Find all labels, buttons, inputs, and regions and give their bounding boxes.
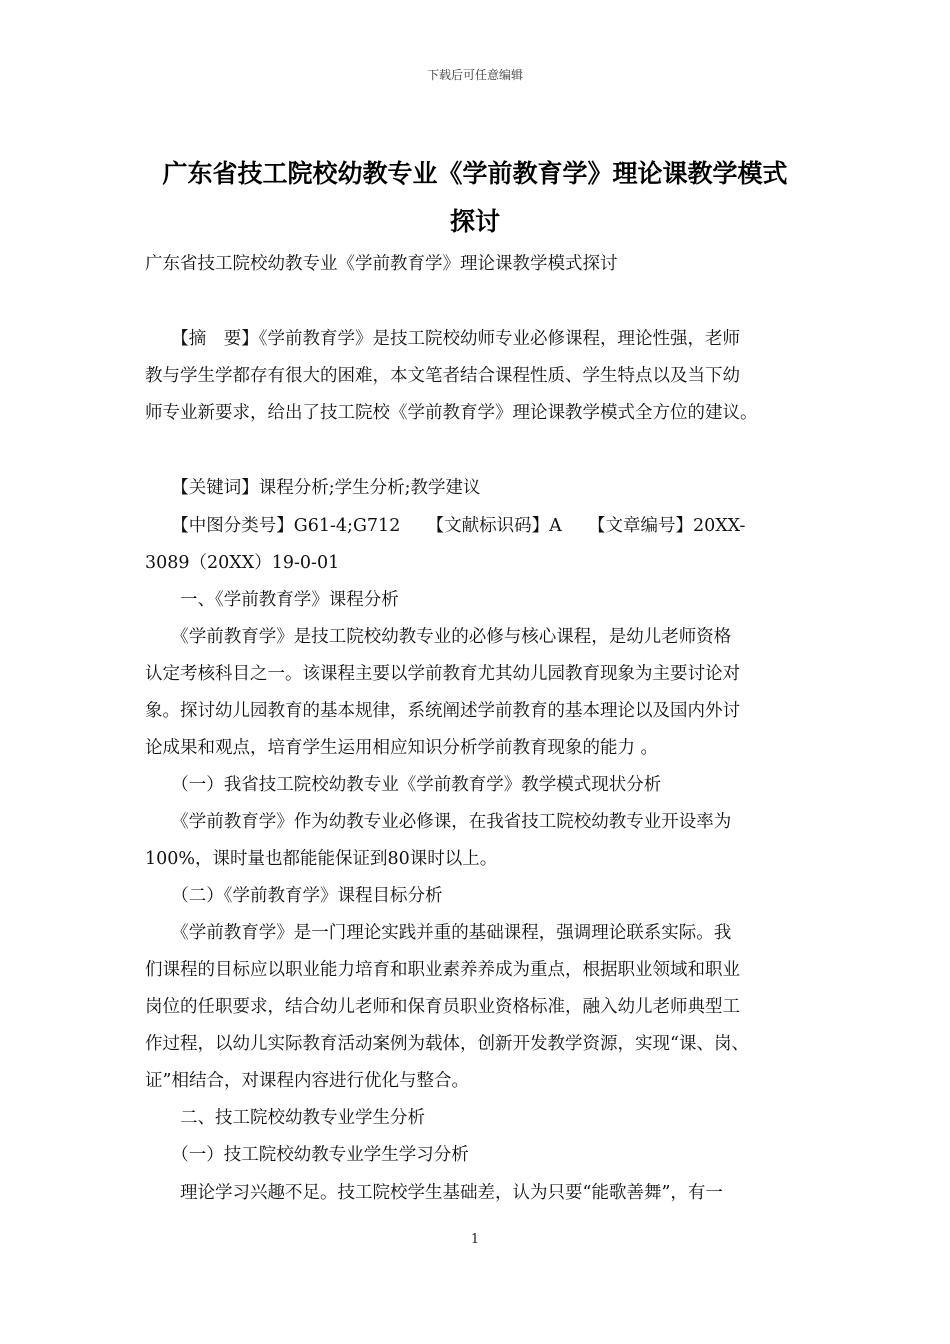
body-line: 认定考核科目之一。该课程主要以学前教育尤其幼儿园教育现象为主要讨论对 (145, 664, 740, 684)
body-line: 3089（20XX）19-0-01 (145, 553, 340, 573)
body-line: 岗位的任职要求，结合幼儿老师和保育员职业资格标准，融入幼儿老师典型工 (145, 997, 740, 1017)
body-line: 二、技工院校幼教专业学生分析 (145, 1108, 425, 1128)
body-line: 作过程，以幼儿实际教育活动案例为载体，创新开发教学资源，实现“课、岗、 (145, 1034, 749, 1054)
body-line: （二）《学前教育学》课程目标分析 (145, 886, 443, 906)
body-line: 象。探讨幼儿园教育的基本规律，系统阐述学前教育的基本理论以及国内外讨 (145, 701, 740, 721)
document-title-line-2: 探讨 (449, 207, 500, 236)
body-line: 《学前教育学》是一门理论实践并重的基础课程，强调理论联系实际。我 (145, 923, 732, 943)
body-line: 《学前教育学》作为幼教专业必修课，在我省技工院校幼教专业开设率为 (145, 812, 732, 832)
body-line: 证”相结合，对课程内容进行优化与整合。 (145, 1071, 469, 1091)
page-number: 1 (470, 1232, 480, 1247)
body-line: （一）我省技工院校幼教专业《学前教育学》教学模式现状分析 (145, 775, 662, 795)
body-line: 师专业新要求，给出了技工院校《学前教育学》理论课教学模式全方位的建议。 (145, 403, 758, 423)
body-line: （一）技工院校幼教专业学生学习分析 (145, 1145, 469, 1165)
body-line: 教与学生学都存有很大的困难，本文笔者结合课程性质、学生特点以及当下幼 (145, 366, 740, 386)
body-line: 广东省技工院校幼教专业《学前教育学》理论课教学模式探讨 (145, 254, 618, 274)
body-line: 【摘 要】《学前教育学》是技工院校幼师专业必修课程，理论性强，老师 (145, 329, 740, 349)
body-line: 们课程的目标应以职业能力培育和职业素养养成为重点，根据职业领域和职业 (145, 960, 740, 980)
body-line: 【中图分类号】G61-4;G712 【文献标识码】A 【文章编号】20XX- (145, 516, 746, 536)
body-line: 理论学习兴趣不足。技工院校学生基础差，认为只要“能歌善舞”，有一 (145, 1183, 723, 1203)
body-line: 【关键词】课程分析;学生分析;教学建议 (145, 478, 481, 498)
body-line: 一、《学前教育学》课程分析 (145, 590, 399, 610)
body-line: 《学前教育学》是技工院校幼教专业的必修与核心课程，是幼儿老师资格 (145, 627, 732, 647)
header-note: 下载后可任意编辑 (426, 68, 523, 82)
body-line: 论成果和观点，培育学生运用相应知识分析学前教育现象的能力 。 (145, 738, 659, 758)
body-line: 100%，课时量也都能能保证到80课时以上。 (145, 849, 498, 869)
document-title-line-1: 广东省技工院校幼教专业《学前教育学》理论课教学模式 (162, 159, 788, 188)
